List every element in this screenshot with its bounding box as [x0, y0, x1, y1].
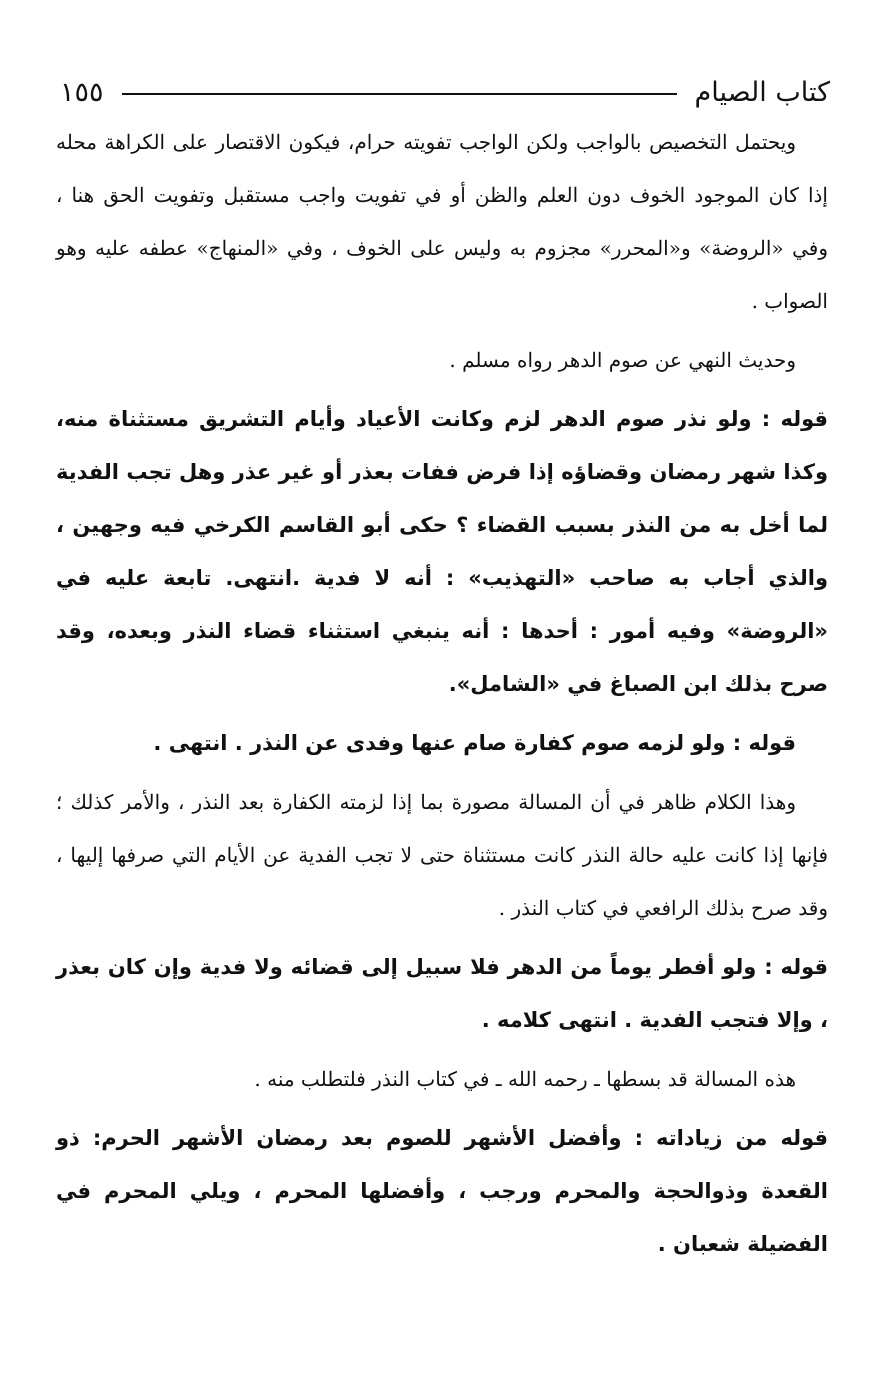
header-rule — [122, 93, 677, 95]
book-title: كتاب الصيام — [694, 76, 830, 108]
commentary-paragraph: وهذا الكلام ظاهر في أن المسالة مصورة بما إذا لزمته الكفارة بعد النذر ، والأمر كذلك ؛ فإنها إذا كانت عليه حالة النذر كانت مستثناة حتى لا تجب الفدية عن الأيام التي صرفها إليها ، وقد صرح بذلك الرافعي في كتاب النذر . — [56, 790, 828, 920]
quote-paragraph: قوله : ولو لزمه صوم كفارة صام عنها وفدى عن النذر . انتهى . — [153, 731, 796, 755]
page-number: ١٥٥ — [60, 76, 104, 108]
commentary-paragraph: وحديث النهي عن صوم الدهر رواه مسلم . — [449, 348, 796, 372]
commentary-paragraph: هذه المسالة قد بسطها ـ رحمه الله ـ في كتاب النذر فلتطلب منه . — [254, 1067, 796, 1091]
quote-paragraph: قوله : ولو نذر صوم الدهر لزم وكانت الأعياد وأيام التشريق مستثناة منه، وكذا شهر رمضان وقضاؤه إذا فرض ففات بعذر أو غير عذر وهل تجب الفدية لما أخل به من النذر بسبب القضاء ؟ حكى أبو القاسم الكرخي فيه وجهين ، والذي أجاب به صاحب «التهذيب» : أنه لا فدية .انتهى. تابعة عليه في «الروضة» وفيه أمور : أحدها : أنه ينبغي استثناء قضاء النذر وبعده، وقد صرح بذلك ابن الصباغ في «الشامل». — [56, 407, 828, 696]
quote-paragraph: قوله : ولو أفطر يوماً من الدهر فلا سبيل إلى قضائه ولا فدية وإن كان بعذر ، وإلا فتجب الفدية . انتهى كلامه . — [56, 955, 828, 1032]
page-body — [56, 116, 828, 1271]
quote-paragraph: قوله من زياداته : وأفضل الأشهر للصوم بعد رمضان الأشهر الحرم: ذو القعدة وذوالحجة والمحرم ورجب ، وأفضلها المحرم ، ويلي المحرم في الفضيلة شعبان . — [56, 1126, 828, 1256]
running-header — [60, 72, 830, 112]
commentary-paragraph: ويحتمل التخصيص بالواجب ولكن الواجب تفويته حرام، فيكون الاقتصار على الكراهة محله إذا كان الموجود الخوف دون العلم والظن أو في تفويت واجب مستقبل وتفويت الحق هنا ، وفي «الروضة» و«المحرر» مجزوم به وليس على الخوف ، وفي «المنهاج» عطفه عليه وهو الصواب . — [56, 130, 828, 313]
